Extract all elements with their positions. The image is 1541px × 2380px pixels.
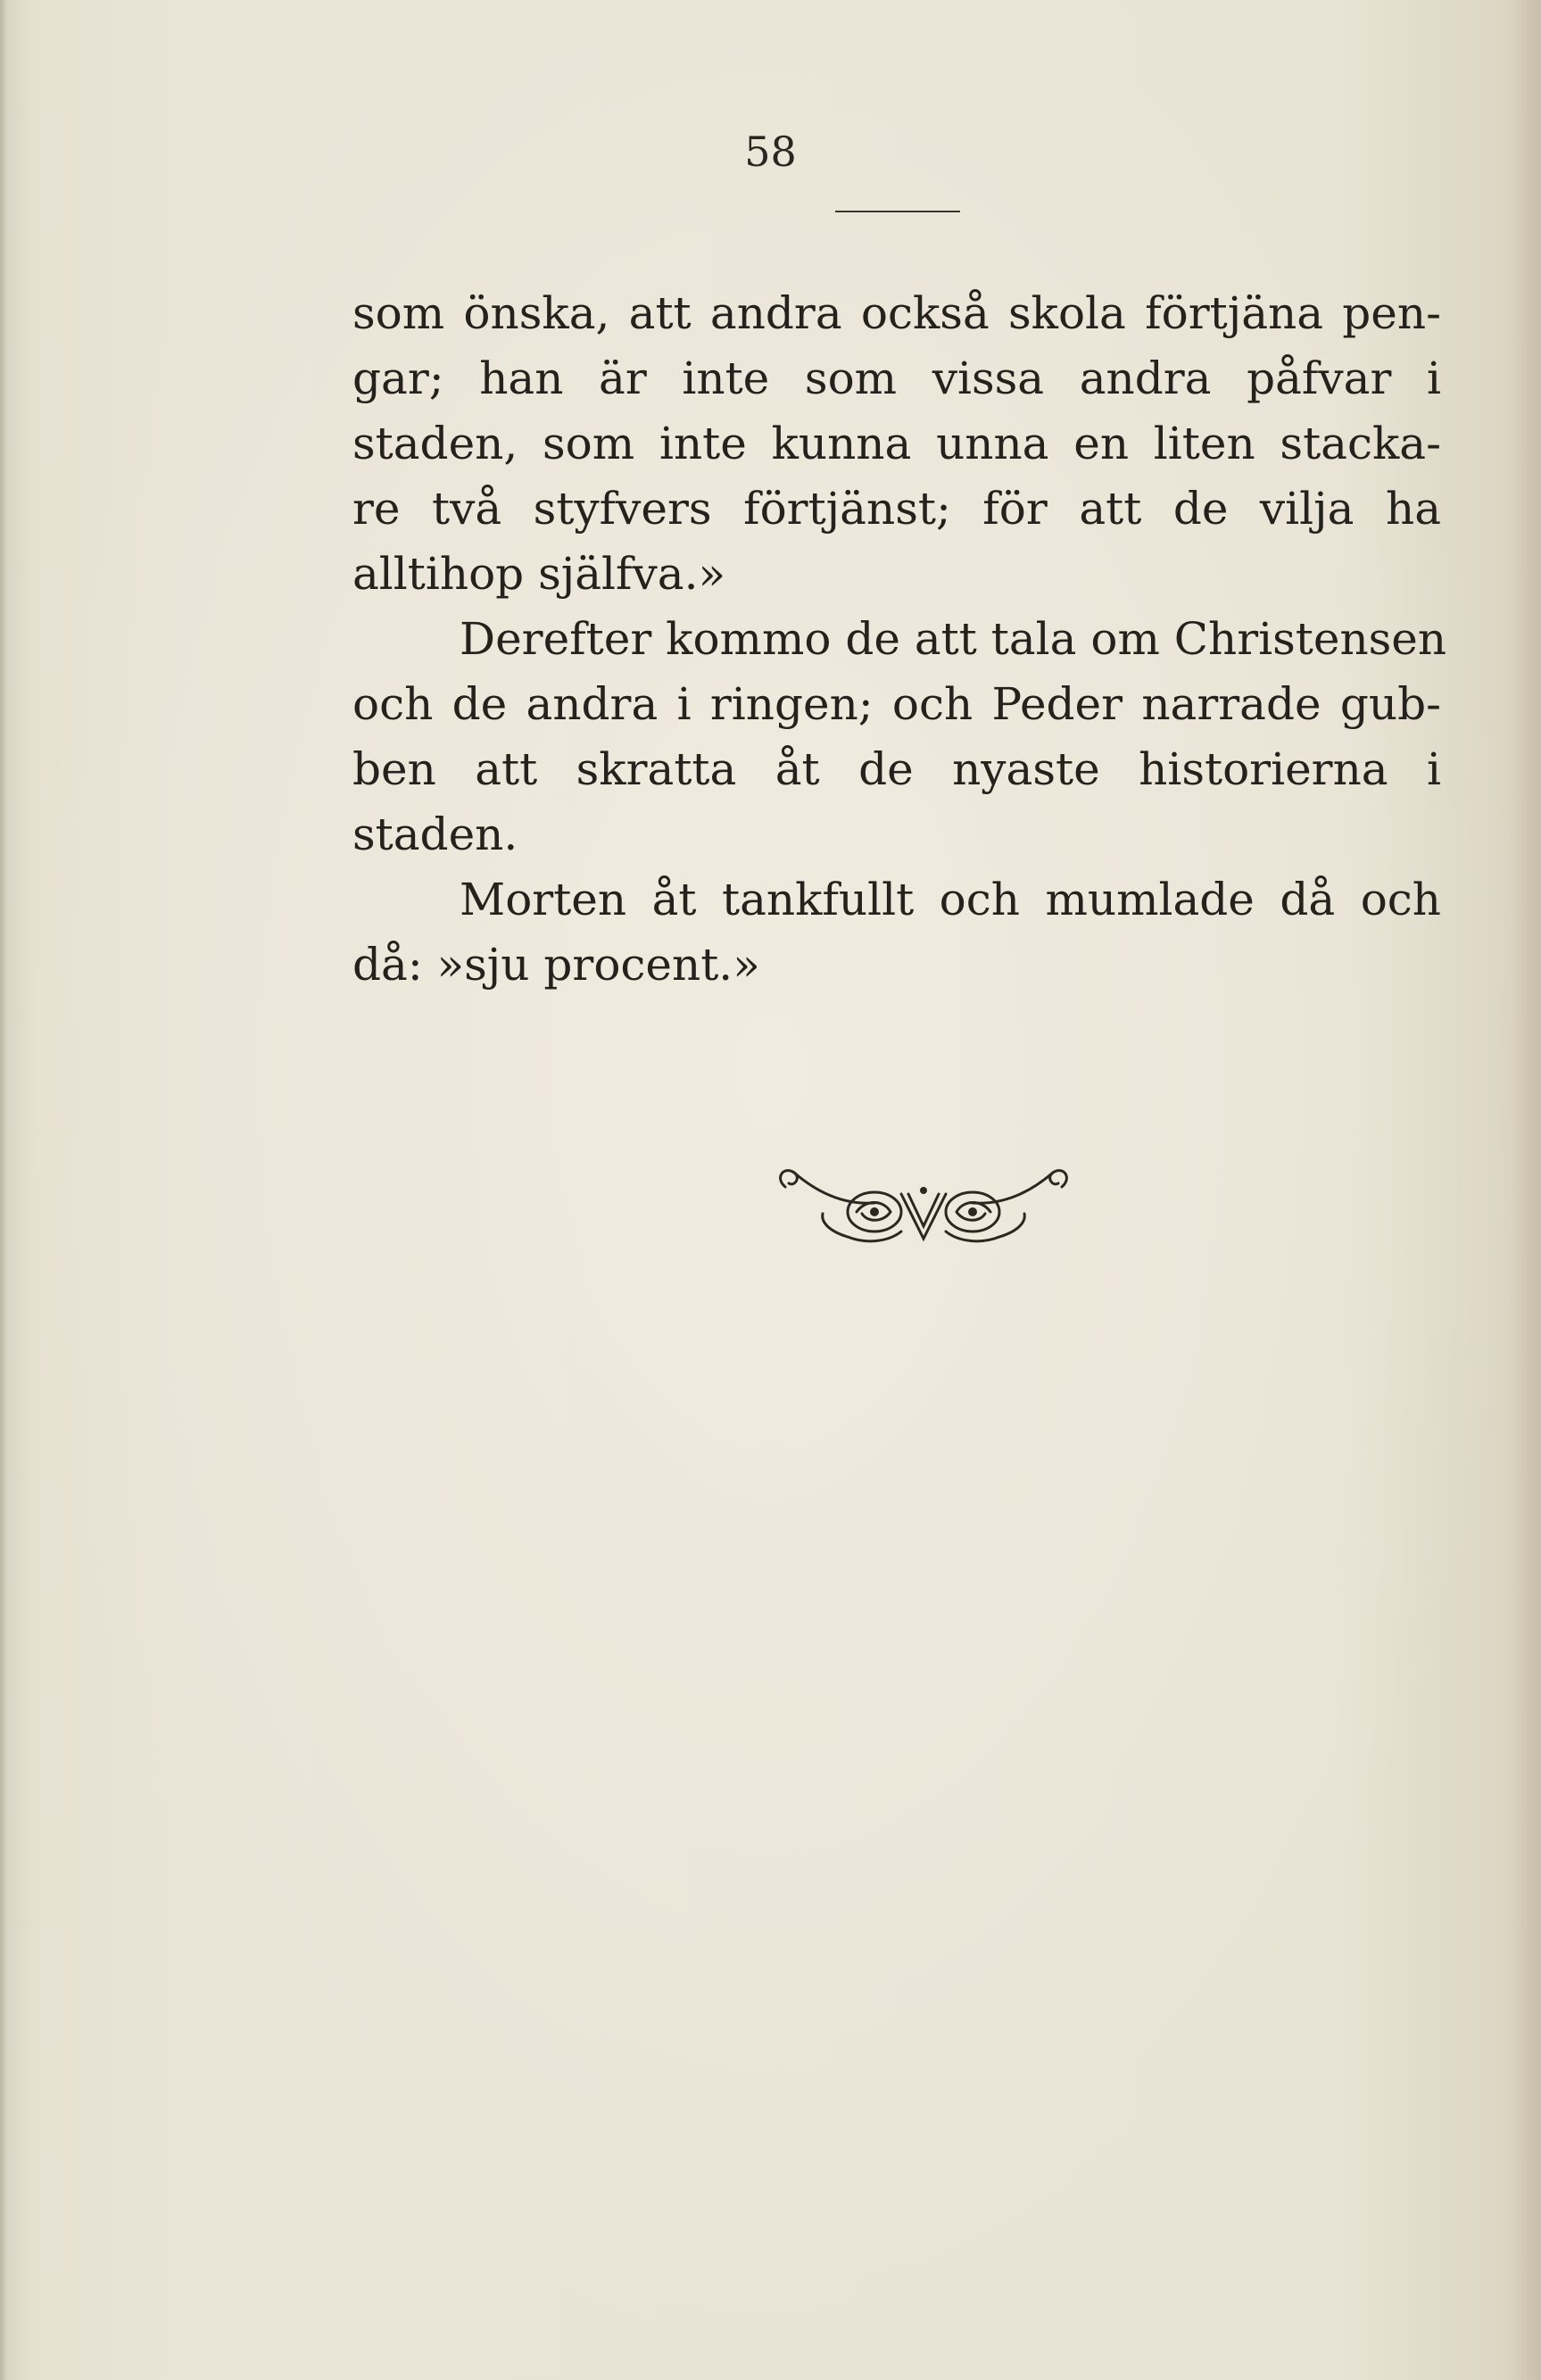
body-text — [352, 281, 1447, 998]
text-line: re två styfvers förtjänst; för att de vilja ha — [352, 483, 1441, 535]
text-line: staden. — [352, 809, 518, 860]
page-number: 58 — [744, 128, 797, 176]
text-line: som önska, att andra också skola förtjäna pen- — [352, 287, 1441, 339]
text-line: Morten åt tankfullt och mumlade då och — [460, 874, 1441, 925]
page-left-edge — [0, 0, 7, 2380]
page-right-edge — [1514, 0, 1541, 2380]
text-line: alltihop själfva.» — [352, 548, 726, 600]
text-line: Derefter kommo de att tala om Christensen — [460, 613, 1447, 665]
page-number-rule — [835, 211, 960, 212]
text-line: och de andra i ringen; och Peder narrade gub- — [352, 678, 1441, 730]
text-line: då: »sju procent.» — [352, 939, 760, 991]
decorative-tailpiece-icon — [767, 1160, 1080, 1258]
text-line: ben att skratta åt de nyaste historierna i — [352, 743, 1441, 795]
text-line: gar; han är inte som vissa andra påfvar i — [352, 352, 1441, 404]
text-line: staden, som inte kunna unna en liten stacka- — [352, 418, 1441, 469]
